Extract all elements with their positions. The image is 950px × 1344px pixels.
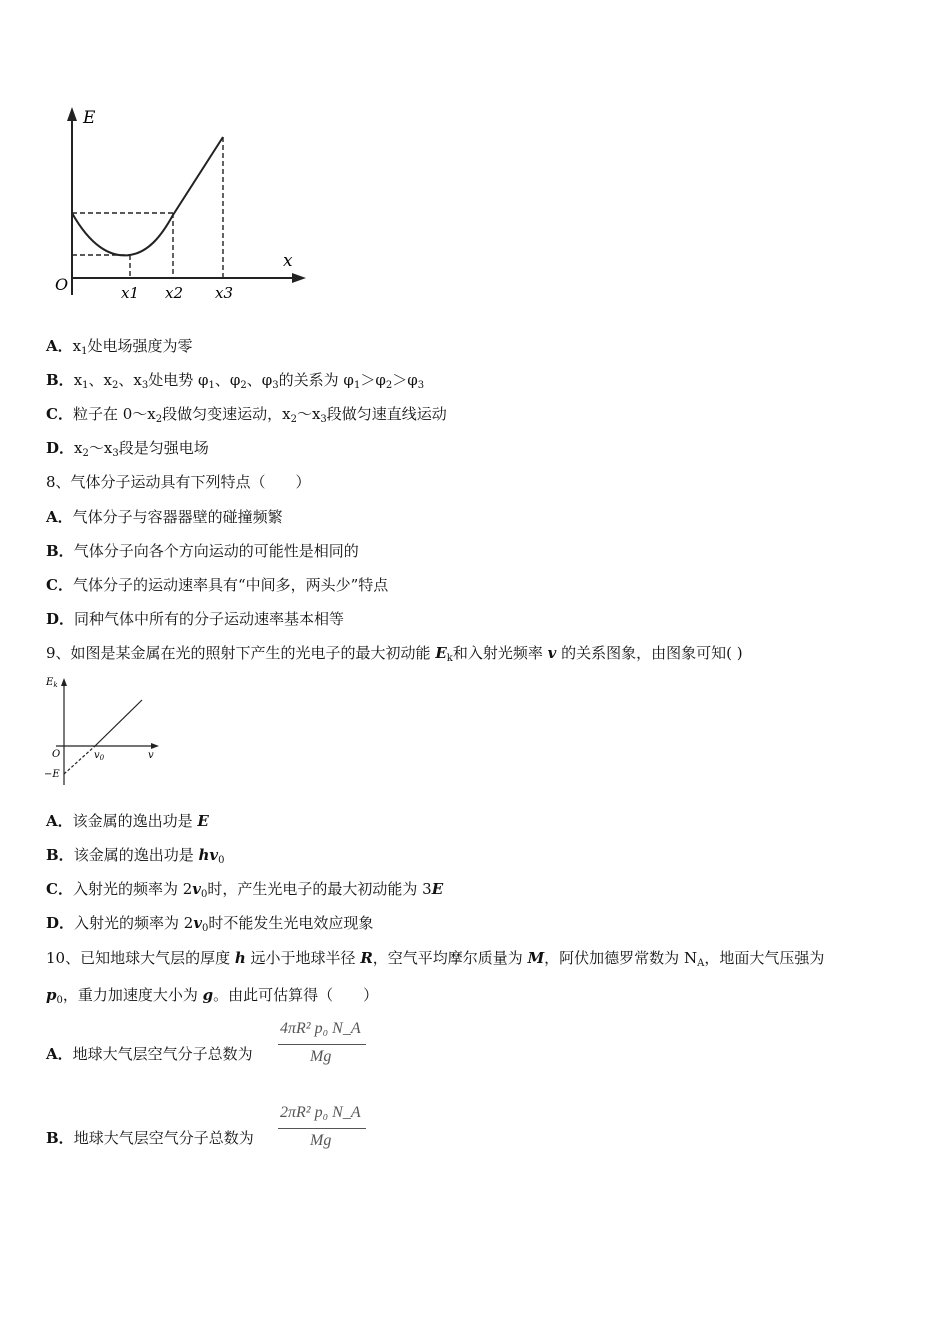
fraction-b-denominator: Mg bbox=[310, 1132, 332, 1149]
ek-axis-label: E bbox=[46, 677, 54, 688]
v0-label-sub: 0 bbox=[99, 754, 105, 762]
e-axis-label: E bbox=[83, 108, 96, 128]
q9-option-c: C．入射光的频率为 $2v_0$时，产生光电子的最大初动能为 3E bbox=[46, 880, 444, 900]
v0-label: v bbox=[94, 750, 100, 761]
q10-option-a: A．地球大气层空气分子总数为 bbox=[46, 1045, 253, 1063]
q10-option-b: B．地球大气层空气分子总数为 bbox=[46, 1129, 254, 1147]
fraction-a-numerator: 4πR² p₀ N_A bbox=[280, 1020, 361, 1037]
q7-option-d: D．$x_2\sim x_3$段是匀强电场 bbox=[46, 439, 209, 459]
q9-stem: 9、如图是某金属在光的照射下产生的光电子的最大初动能 $E_k$和入射光频率 v 的关系图象，由图象可知( ) bbox=[46, 644, 743, 664]
q7-option-a: A．$x_1$处电场强度为零 bbox=[46, 337, 193, 357]
q8-stem: 8、气体分子运动具有下列特点（ ） bbox=[46, 473, 311, 491]
q7-option-c: C．粒子在 $0\sim x_2$段做匀变速运动，$x_2\sim x_3$段做匀速直线运动 bbox=[46, 405, 447, 425]
fraction-a-bar bbox=[278, 1044, 366, 1045]
q9-option-a: A．该金属的逸出功是 E bbox=[46, 812, 209, 830]
q8-option-d: D．同种气体中所有的分子运动速率基本相等 bbox=[46, 610, 345, 628]
e-curve bbox=[72, 137, 223, 255]
q10-stem-line1: 10、已知地球大气层的厚度 h 远小于地球半径 R，空气平均摩尔质量为 M，阿伏加德罗常数为 $N_A$，地面大气压强为 bbox=[46, 949, 825, 969]
tick-x3: x3 bbox=[215, 284, 234, 302]
x-axis-label: x bbox=[283, 251, 293, 271]
q7-option-b: B．$x_1$、$x_2$、$x_3$处电势 $\varphi_1$、$\varphi_2$、$\varphi_3$的关系为 $\varphi_1>\varphi_2>\varphi_3$ bbox=[46, 371, 425, 391]
ek-line-extension bbox=[64, 746, 95, 774]
e-x-graph bbox=[45, 95, 315, 315]
q10-stem-line2: $p_0$，重力加速度大小为 g。由此可估算得（ ） bbox=[46, 986, 379, 1006]
e-axis-arrow bbox=[67, 107, 77, 121]
origin-label-2: O bbox=[52, 749, 61, 760]
v-axis-label: v bbox=[148, 750, 154, 761]
q9-option-b: B．该金属的逸出功是 $hv_0$ bbox=[46, 846, 225, 866]
tick-x2: x2 bbox=[165, 284, 184, 302]
v-axis-arrow bbox=[151, 743, 159, 749]
neg-e-label: −E bbox=[44, 769, 60, 780]
svg-text:Ek bbox=[45, 677, 58, 689]
q8-option-a: A．气体分子与容器器壁的碰撞频繁 bbox=[46, 508, 283, 526]
tick-x1: x1 bbox=[121, 284, 140, 302]
fraction-a-denominator: Mg bbox=[310, 1048, 332, 1065]
svg-text:v0 bbox=[94, 750, 105, 762]
ek-line bbox=[95, 700, 142, 746]
fraction-b-bar bbox=[278, 1128, 366, 1129]
ek-v-graph bbox=[40, 670, 170, 790]
q8-option-c: C．气体分子的运动速率具有“中间多，两头少”特点 bbox=[46, 576, 389, 594]
origin-label: O bbox=[55, 275, 69, 294]
fraction-b-numerator: 2πR² p₀ N_A bbox=[280, 1104, 361, 1121]
q8-option-b: B．气体分子向各个方向运动的可能性是相同的 bbox=[46, 542, 359, 560]
x-axis-arrow bbox=[292, 273, 306, 283]
q9-option-d: D．入射光的频率为 $2v_0$时不能发生光电效应现象 bbox=[46, 914, 374, 934]
ek-axis-label-sub: k bbox=[53, 681, 58, 689]
ek-axis-arrow bbox=[61, 678, 67, 686]
